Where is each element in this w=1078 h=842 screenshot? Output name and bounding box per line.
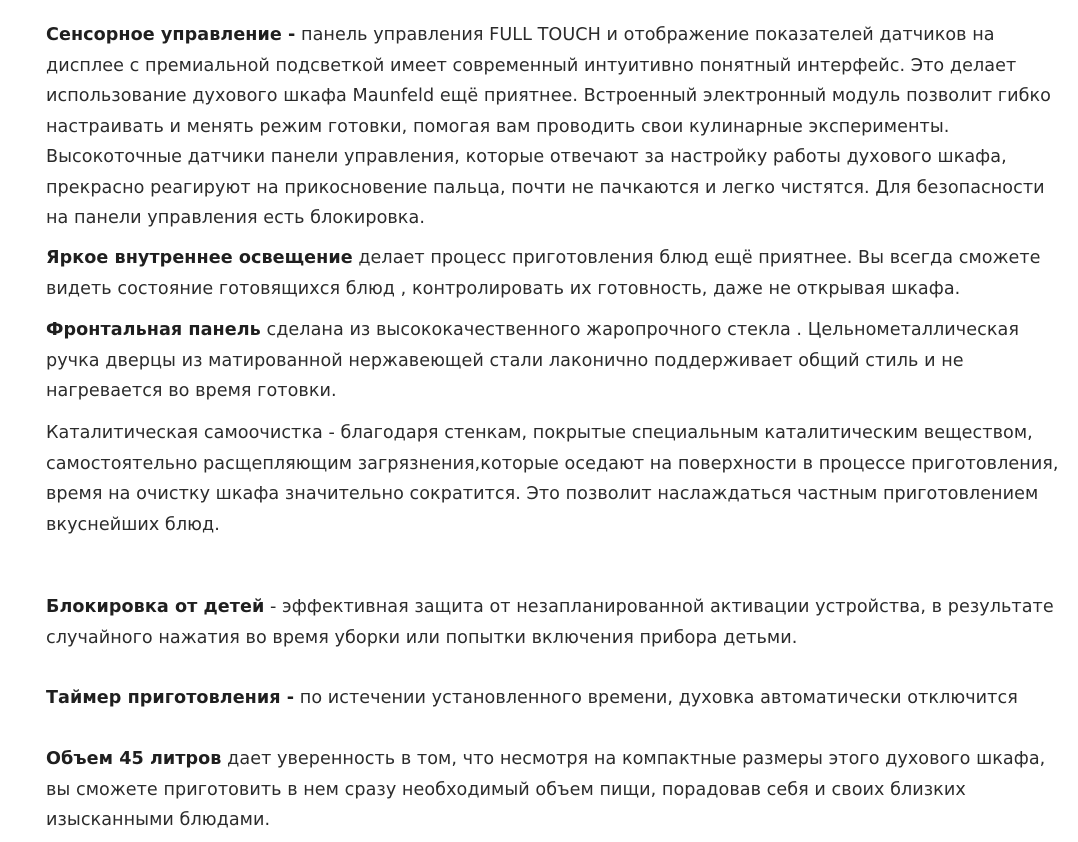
paragraph-text: - эффективная защита от незапланированной активации устройства, в результате случайного нажатия во время уборки или попытки включения прибора детьми. bbox=[46, 597, 1054, 648]
paragraph-text: панель управления FULL TOUCH и отображение показателей датчиков на дисплее с премиальной подсветкой имеет современный интуитивно понятный интерфейс. Это делает использование духового шкафа Maunfeld ещё приятнее. Встроенный электронный модуль позволит гибко настраивать и менять режим готовки, помогая вам проводить свои кулинарные эксперименты. Высокоточные датчики панели управления, которые отвечают за настройку работы духового шкафа, прекрасно реагируют на прикосновение пальца, почти не пачкаются и легко чистятся. Для безопасности на панели управления есть блокировка. bbox=[46, 25, 1051, 228]
paragraph-heading: Сенсорное управление - bbox=[46, 25, 296, 45]
paragraph-heading: Фронтальная панель bbox=[46, 320, 261, 340]
paragraph-child-lock bbox=[46, 592, 1068, 653]
paragraph-heading: Объем 45 литров bbox=[46, 749, 222, 769]
paragraph-touch-control bbox=[46, 20, 1068, 234]
paragraph-cooking-timer bbox=[46, 683, 1018, 714]
paragraph-catalytic-cleaning bbox=[46, 418, 1068, 540]
paragraph-text: Каталитическая самоочистка - благодаря стенкам, покрытые специальным каталитическим веществом, самостоятельно расщепляющим загрязнения,которые оседают на поверхности в процессе приготовления, время на очистку шкафа значительно сократится. Это позволит наслаждаться частным приготовлением вкуснейших блюд. bbox=[46, 423, 1059, 535]
paragraph-text: дает уверенность в том, что несмотря на компактные размеры этого духового шкафа, вы сможете приготовить в нем сразу необходимый объем пищи, порадовав себя и своих близких изысканными блюдами. bbox=[46, 749, 1046, 830]
paragraph-interior-lighting bbox=[46, 243, 1068, 304]
paragraph-text: по истечении установленного времени, духовка автоматически отключится bbox=[294, 688, 1018, 708]
paragraph-heading: Таймер приготовления - bbox=[46, 688, 295, 708]
paragraph-front-panel bbox=[46, 315, 1068, 407]
paragraph-heading: Яркое внутреннее освещение bbox=[46, 248, 353, 268]
paragraph-heading: Блокировка от детей bbox=[46, 597, 265, 617]
paragraph-text: делает процесс приготовления блюд ещё приятнее. Вы всегда сможете видеть состояние готовящихся блюд , контролировать их готовность, даже не открывая шкафа. bbox=[46, 248, 1041, 299]
paragraph-volume bbox=[46, 744, 1068, 836]
paragraph-text: сделана из высококачественного жаропрочного стекла . Цельнометаллическая ручка дверцы из матированной нержавеющей стали лаконично поддерживает общий стиль и не нагревается во время готовки. bbox=[46, 320, 1019, 401]
